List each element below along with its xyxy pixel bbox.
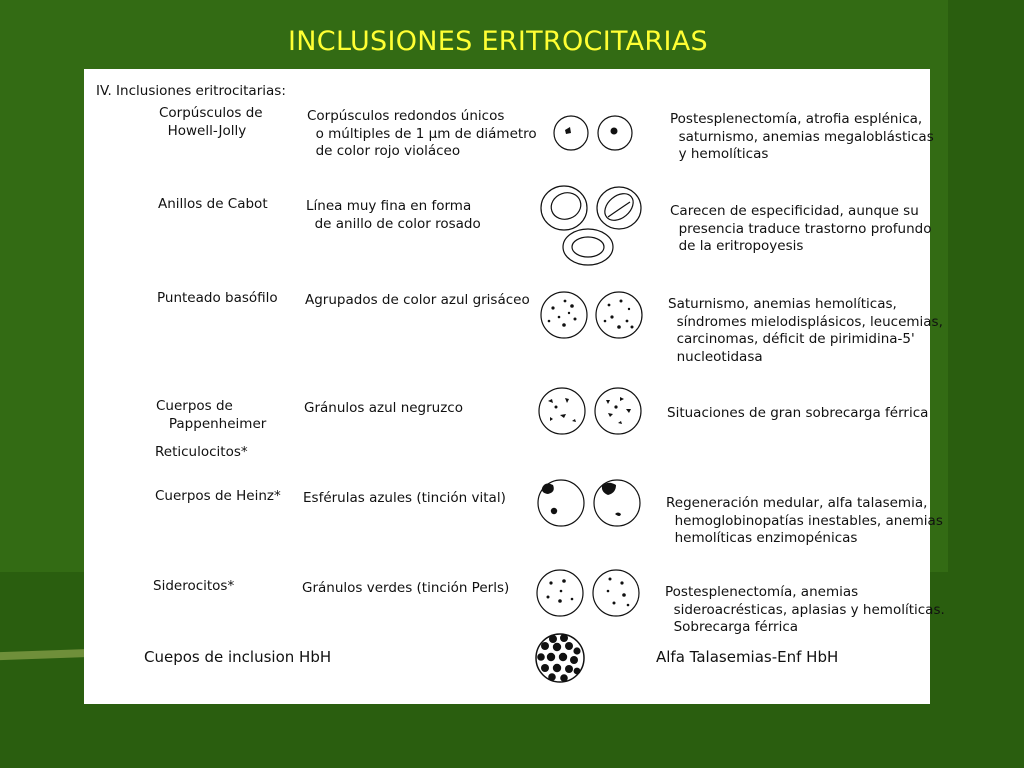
howell-jolly-cells-icon	[552, 113, 672, 153]
section-heading: IV. Inclusiones eritrocitarias:	[96, 83, 286, 99]
row-name: Siderocitos*	[153, 578, 235, 594]
row-clinical: Carecen de especificidad, aunque su presencia traduce trastorno profundo de la eritropoyesis	[670, 203, 932, 254]
footer-name: Cuepos de inclusion HbH	[144, 648, 332, 666]
row-name: Reticulocitos*	[155, 444, 248, 460]
row-name: Corpúsculos de Howell-Jolly	[159, 105, 263, 139]
hbh-inclusion-cell-icon	[534, 631, 589, 686]
basophilic-stippling-cells-icon	[539, 291, 659, 341]
row-clinical: Postesplenectomía, anemias sideroacrésticas, aplasias y hemolíticas. Sobrecarga férrica	[665, 584, 945, 635]
heinz-body-cells-icon	[536, 479, 656, 529]
siderocyte-cells-icon	[536, 569, 656, 619]
cabot-ring-cells-icon	[538, 184, 658, 269]
row-clinical: Saturnismo, anemias hemolíticas, síndromes mielodisplásicos, leucemias, carcinomas, déficit de pirimidina-5' nucleotidasa	[668, 296, 943, 365]
row-clinical: Situaciones de gran sobrecarga férrica	[667, 405, 929, 421]
row-description: Gránulos verdes (tinción Perls)	[302, 580, 510, 596]
row-name: Anillos de Cabot	[158, 196, 268, 212]
row-name: Cuerpos de Pappenheimer	[156, 398, 267, 432]
row-description: Corpúsculos redondos únicos o múltiples de 1 µm de diámetro de color rojo violáceo	[307, 108, 537, 159]
row-name: Cuerpos de Heinz*	[155, 488, 281, 504]
row-clinical: Regeneración medular, alfa talasemia, hemoglobinopatías inestables, anemias hemolíticas enzimopénicas	[666, 495, 943, 546]
row-description: Agrupados de color azul grisáceo	[305, 292, 530, 308]
pappenheimer-cells-icon	[538, 387, 658, 437]
row-description: Gránulos azul negruzco	[304, 400, 463, 416]
row-name: Punteado basófilo	[157, 290, 278, 306]
inclusions-sheet	[84, 69, 945, 704]
slide-title: INCLUSIONES ERITROCITARIAS	[288, 26, 708, 57]
row-description: Línea muy fina en forma de anillo de color rosado	[306, 198, 481, 232]
row-description: Esférulas azules (tinción vital)	[303, 490, 506, 506]
row-clinical: Postesplenectomía, atrofia esplénica, saturnismo, anemias megaloblásticas y hemolíticas	[670, 111, 934, 162]
footer-clinical: Alfa Talasemias-Enf HbH	[656, 648, 839, 666]
